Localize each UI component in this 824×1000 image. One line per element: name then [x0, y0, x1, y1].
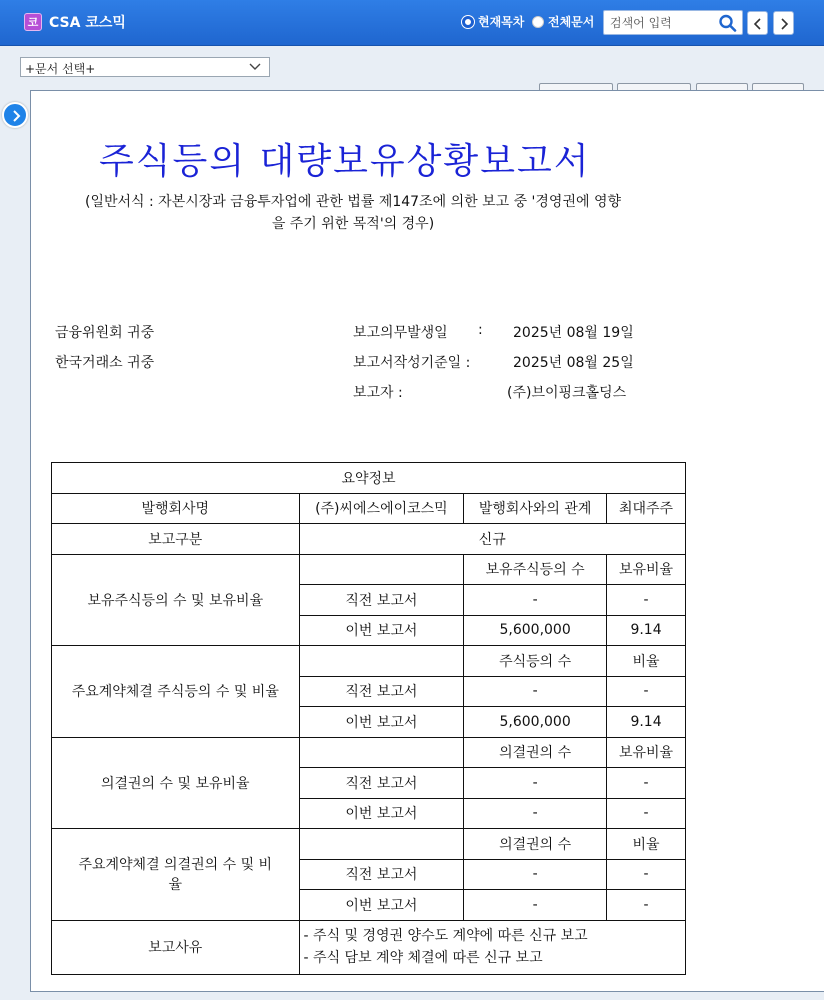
summary-table [51, 462, 686, 975]
top-bar [0, 0, 824, 46]
table-cell: - [464, 798, 607, 829]
reporter-label: 보고자 : [353, 385, 403, 401]
column-header: 주식등의 수 [464, 646, 607, 677]
row-label: 이번 보고서 [299, 707, 464, 738]
table-row [52, 829, 686, 860]
table-cell: - [607, 890, 686, 921]
chevron-right-icon [11, 110, 21, 122]
column-header: 보유비율 [607, 554, 686, 585]
issuer-label: 발행회사명 [52, 493, 300, 524]
chevron-down-icon [249, 63, 261, 71]
row-label: 이번 보고서 [299, 798, 464, 829]
basis-date-label: 보고서작성기준일 : [353, 355, 471, 371]
row-label: 직전 보고서 [299, 768, 464, 799]
table-cell: - [464, 676, 607, 707]
sidebar-toggle-button[interactable] [2, 102, 28, 128]
table-cell: - [464, 859, 607, 890]
recipient-krx: 한국거래소 귀중 [55, 355, 155, 371]
table-cell [299, 646, 464, 677]
report-type-value: 신규 [299, 524, 685, 555]
table-row [52, 524, 686, 555]
search-input[interactable] [610, 14, 714, 32]
table-cell: 9.14 [607, 707, 686, 738]
table-cell: 9.14 [607, 615, 686, 646]
document-title: 주식등의 대량보유상황보고서 [99, 141, 591, 182]
column-header: 의결권의 수 [464, 829, 607, 860]
row-label: 직전 보고서 [299, 585, 464, 616]
radio-all-documents[interactable] [532, 13, 594, 30]
table-cell: - [464, 585, 607, 616]
table-row [52, 554, 686, 585]
column-header: 비율 [607, 646, 686, 677]
row-label: 직전 보고서 [299, 676, 464, 707]
reason-label: 보고사유 [52, 920, 300, 974]
table-cell: - [607, 798, 686, 829]
column-header: 보유주식등의 수 [464, 554, 607, 585]
reason-cell [299, 920, 685, 974]
table-row [52, 493, 686, 524]
next-button[interactable] [773, 11, 794, 35]
table-row [52, 920, 686, 974]
row-label: 이번 보고서 [299, 890, 464, 921]
document-viewer[interactable] [30, 90, 824, 992]
section-label: 주요계약체결 의결권의 수 및 비율 [52, 829, 300, 921]
search-icon[interactable] [718, 14, 738, 32]
column-header: 의결권의 수 [464, 737, 607, 768]
column-header: 보유비율 [607, 737, 686, 768]
table-cell: - [607, 676, 686, 707]
document-subtitle [53, 191, 653, 235]
issuer-name: (주)씨에스에이코스믹 [299, 493, 464, 524]
chevron-right-icon [779, 18, 789, 30]
table-cell [299, 554, 464, 585]
app-logo-icon: 코 [24, 13, 42, 31]
table-row [52, 737, 686, 768]
summary-title: 요약정보 [52, 463, 686, 494]
table-cell [299, 737, 464, 768]
obligation-date-label: 보고의무발생일 [353, 325, 448, 341]
table-cell: - [464, 768, 607, 799]
radio-all-label: 전체문서 [548, 15, 595, 29]
report-type-label: 보고구분 [52, 524, 300, 555]
section-label: 주요계약체결 주식등의 수 및 비율 [52, 646, 300, 738]
document-select-value: +문서 선택+ [25, 62, 96, 76]
column-header: 비율 [607, 829, 686, 860]
obligation-colon: : [478, 322, 483, 338]
search-box [603, 10, 743, 35]
chevron-left-icon [753, 18, 763, 30]
reason-line-1: - 주식 및 경영권 양수도 계약에 따른 신규 보고 [303, 928, 588, 944]
section-label: 의결권의 수 및 보유비율 [52, 737, 300, 829]
section-label: 보유주식등의 수 및 보유비율 [52, 554, 300, 646]
row-label: 직전 보고서 [299, 859, 464, 890]
radio-current-label: 현재목차 [478, 15, 525, 29]
subtitle-line-1: (일반서식 : 자본시장과 금융투자업에 관한 법률 제147조에 의한 보고 중 '경영권에 영향 [85, 194, 621, 210]
radio-checked-icon[interactable] [462, 16, 474, 28]
recipient-fsc: 금융위원회 귀중 [55, 325, 155, 341]
table-cell: - [607, 585, 686, 616]
table-cell [299, 829, 464, 860]
table-cell: - [464, 890, 607, 921]
table-cell: - [607, 768, 686, 799]
table-cell: 5,600,000 [464, 615, 607, 646]
radio-unchecked-icon[interactable] [532, 16, 544, 28]
table-cell: 5,600,000 [464, 707, 607, 738]
table-cell: - [607, 859, 686, 890]
prev-button[interactable] [747, 11, 768, 35]
basis-date: 2025년 08월 25일 [513, 355, 634, 371]
document-select[interactable] [20, 57, 270, 77]
app-title: CSA 코스믹 [49, 15, 126, 31]
relation-value: 최대주주 [607, 493, 686, 524]
obligation-date: 2025년 08월 19일 [513, 325, 634, 341]
subtitle-line-2: 을 주기 위한 목적'의 경우) [271, 216, 435, 232]
radio-current-toc[interactable] [462, 13, 524, 30]
reporter-name: (주)브이핑크홀딩스 [507, 385, 627, 401]
reason-line-2: - 주식 담보 계약 체결에 따른 신규 보고 [303, 950, 543, 966]
row-label: 이번 보고서 [299, 615, 464, 646]
table-row [52, 463, 686, 494]
table-row [52, 646, 686, 677]
relation-label: 발행회사와의 관계 [464, 493, 607, 524]
